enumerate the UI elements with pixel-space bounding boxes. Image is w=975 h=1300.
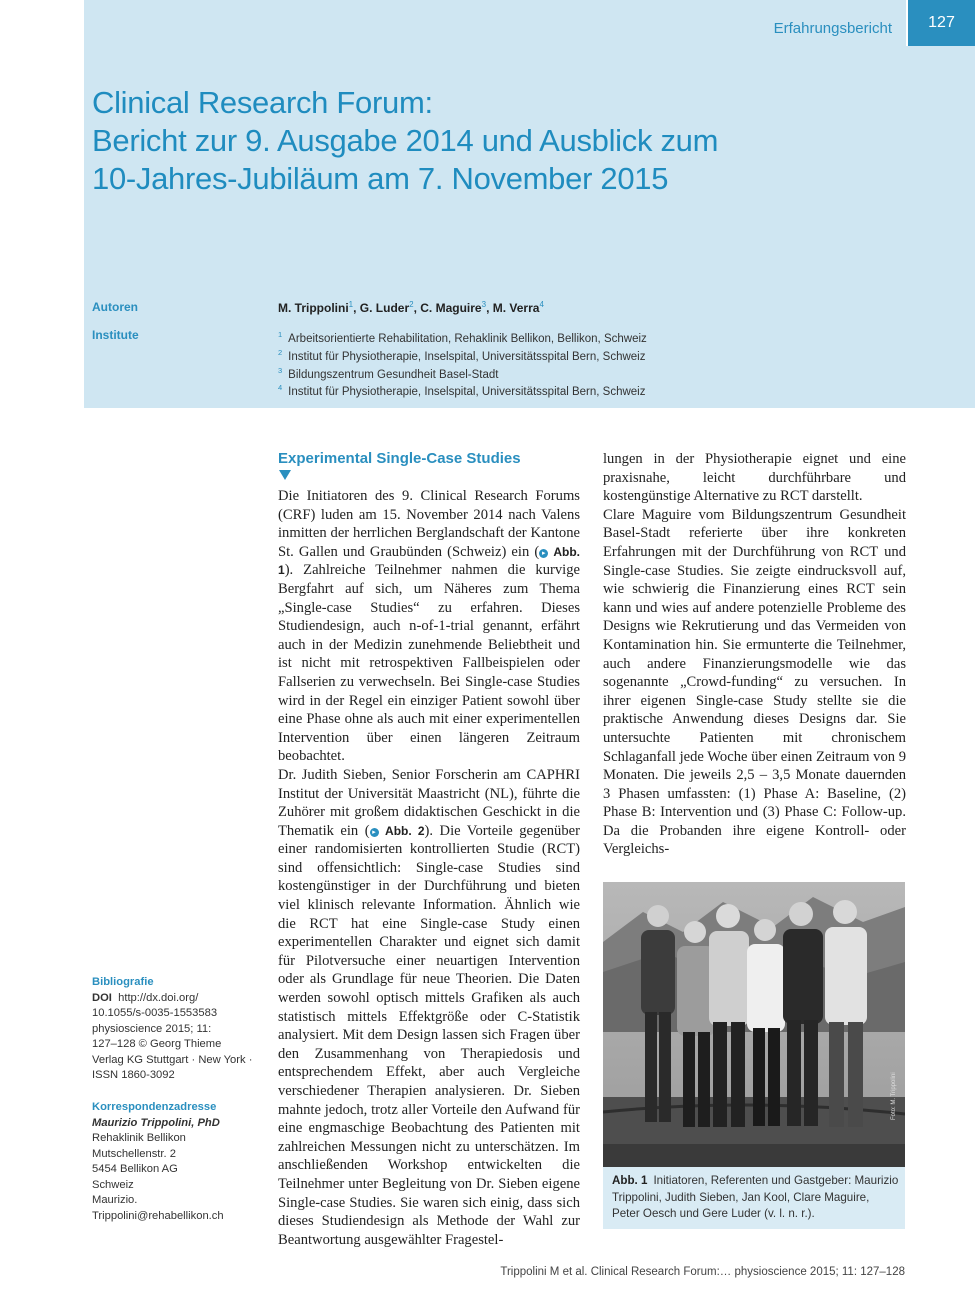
author-name: M. Trippolini xyxy=(278,301,349,315)
page-footer: Trippolini M et al. Clinical Research Forum:… physioscience 2015; 11: 127–128 xyxy=(500,1266,905,1278)
figure-caption xyxy=(612,1173,900,1223)
correspondence-block: Korrespondenzadresse Maurizio Trippolini, PhD Rehaklinik Bellikon Mutschellenstr. 2 5454 Bellikon AG Schweiz Maurizio. Trippolini@rehabellikon.ch xyxy=(92,1100,262,1224)
bibliography-label: Bibliografie xyxy=(92,976,154,988)
title-line-3: 10-Jahres-Jubiläum am 7. November 2015 xyxy=(92,161,669,196)
author-sup: 1 xyxy=(348,300,354,309)
institute-item: $^2$ Institut für Physiotherapie, Inselspital, Universitätsspital Bern, Schweiz xyxy=(278,347,646,363)
figure-ref-link[interactable]: Abb. 1 xyxy=(278,544,580,578)
correspondence-label: Korrespondenzadresse xyxy=(92,1101,217,1113)
caption-label: Abb. 1 xyxy=(612,1174,648,1187)
doi-label: DOI xyxy=(92,991,112,1004)
title-line-1: Clinical Research Forum: xyxy=(92,85,433,120)
figure-ref-icon: ▸ xyxy=(539,549,548,558)
title-line-2: Bericht zur 9. Ausgabe 2014 und Ausblick zum xyxy=(92,123,719,158)
group-photo xyxy=(603,882,905,1167)
bibliography-block: Bibliografie DOI http://dx.doi.org/ 10.1055/s-0035-1553583 physioscience 2015; 11: 127–128 © Georg Thieme Verlag KG Stuttgart · New York · ISSN 1860-3092 xyxy=(92,975,262,1084)
group-photo-image xyxy=(603,882,905,1167)
body-column-1 xyxy=(278,487,580,1249)
author-list: M. Trippolini$^1$, G. Luder$^2$, C. Maguire$^3$, M. Verra$^4$ xyxy=(278,300,544,315)
correspondence-name: Maurizio Trippolini, PhD xyxy=(92,1116,220,1129)
authors-label: Autoren xyxy=(92,300,138,314)
institute-item: $^1$ Arbeitsorientierte Rehabilitation, Rehaklinik Bellikon, Bellikon, Schweiz xyxy=(278,330,647,345)
section-tag: Erfahrungsbericht xyxy=(773,20,892,37)
author-name: G. Luder xyxy=(359,301,410,315)
paragraph: Clare Maguire vom Bildungszentrum Gesundheit Basel-Stadt referierte über ihre konkreten Erfahrungen mit der Durchführung von RCT und Single-case Studies. Sie zeigte eindrucksvoll auf, wie schwierig die Finanzierung eines RCT sein kann und wies auf andere potenzielle Probleme des Designs wie Rekrutierung und das Vermeiden von Kontamination hin. Sie ermunterte die Teilnehmer, auch andere Finanzierungsmodelle wie das sogenannte „Crowd-funding“ zu versuchen. In ihrer eigenen Single-case Study stellte sie die praktische Anwendung dieses Designs dar. Sie untersuchte Patienten mit chronischem Schlaganfall jede Woche über einen Zeitraum von 9 Monaten. Die jeweils 2,5 – 3,5 Monate dauernden 3 Phasen umfassten: (1) Phase A: Baseline, (2) Phase B: Intervention und (3) Phase C: Follow-up. Da die Probanden ihre eigene Kontroll- oder Vergleichs- xyxy=(603,506,906,858)
figure-ref-link[interactable]: Abb. 2 xyxy=(385,823,425,838)
triangle-down-icon xyxy=(279,470,291,480)
caption-text: Initiatoren, Referenten und Gastgeber: Maurizio Trippolini, Judith Sieben, Jan Kool, Clare Maguire, Peter Oesch und Gere Luder (v. l. n. r.). xyxy=(612,1174,899,1220)
article-title xyxy=(92,84,872,198)
institute-item: $^3$ Bildungszentrum Gesundheit Basel-Stadt xyxy=(278,365,499,381)
institute-item: $^4$ Institut für Physiotherapie, Inselspital, Universitätsspital Bern, Schweiz xyxy=(278,383,646,399)
page-number: 127 xyxy=(908,0,975,46)
paragraph: Dr. Judith Sieben, Senior Forscherin am CAPHRI Institut der Universität Maastricht (NL), führte die Zuhörer mit großem didaktischen Geschickt in die Thematik ein ( ▸ Abb. 2). Die Vorteile gegenüber einer randomisierten kontrollierten Studie (RCT) sind offensichtlich: Single-case Studies sind kostengünstiger in der Durchführung und bieten viel klinisch relevante Information. Ähnlich wie die RCT hat eine Single-case Study einen experimentellen Charakter und eignet sich damit für Pilotversuche einer neuartigen Intervention oder als Grundlage für neue Theorien. Die Daten werden sowohl optisch mittels Grafiken als auch statistisch mittels Effektgröße oder C-Statistik analysiert. Mit dem Design lassen sich Fragen über den Zusammenhang von Therapiedosis und entsprechendem Effekt, aber auch Vergleiche verschiedener Therapien analysieren. Dr. Sieben mahnte jedoch, trotz aller Vorteile den Aufwand für eine engmaschige Beobachtung des Patienten mit zahlreichen Messungen nicht zu unterschätzen. Im anschließenden Workshop entwickelten die Teilnehmer unter Begleitung von Dr. Sieben eigene Single-case Studies. Sie waren sich einig, dass sich dieses Studiendesign als Methode der Wahl zur Beantwortung ausgewählter Fragestel- xyxy=(278,766,580,1248)
photo-credit: Foto: M. Trippolini xyxy=(891,1072,897,1120)
email-link[interactable]: Maurizio. xyxy=(92,1194,138,1206)
author-sup: 4 xyxy=(539,300,544,309)
author-sup: 3 xyxy=(481,300,487,309)
paragraph: lungen in der Physiotherapie eignet und eine praxisnahe, leicht durchführbare und kostengünstige Alternative zu RCT darstellt. xyxy=(603,451,906,505)
section-heading: Experimental Single-Case Studies xyxy=(278,450,521,467)
author-name: M. Verra xyxy=(492,301,540,315)
body-column-2 xyxy=(603,450,906,859)
email-link[interactable]: Trippolini@rehabellikon.ch xyxy=(92,1209,224,1222)
institutes-label: Institute xyxy=(92,328,139,342)
doi-link[interactable]: http://dx.doi.org/ xyxy=(118,991,199,1004)
paragraph: Die Initiatoren des 9. Clinical Research Forums (CRF) luden am 15. November 2014 nach Valens inmitten der herrlichen Berglandschaft der Kantone St. Gallen und Graubünden (Schweiz) ein ( ▸ Abb. 1). Zahlreiche Teilnehmer nahmen die kurvige Bergfahrt auf sich, um Näheres zum Thema „Single-case Studies“ zu erfahren. Dieses Studiendesign, auch n-of-1-trial genannt, erfährt auch in der Medizin zunehmende Beliebtheit und ist nicht mit retrospektiven Fallbeispielen oder Fallserien zu verwechseln. Bei Single-case Studies wird in der Regel ein einziger Patient sowohl über eine Phase ohne als auch mit einer experimentellen Intervention über einen längeren Zeitraum beobachtet. xyxy=(278,488,580,765)
institute-list xyxy=(278,328,647,399)
author-name: C. Maguire xyxy=(420,301,482,315)
author-sup: 2 xyxy=(409,300,414,309)
figure-ref-icon: ▸ xyxy=(370,828,379,837)
